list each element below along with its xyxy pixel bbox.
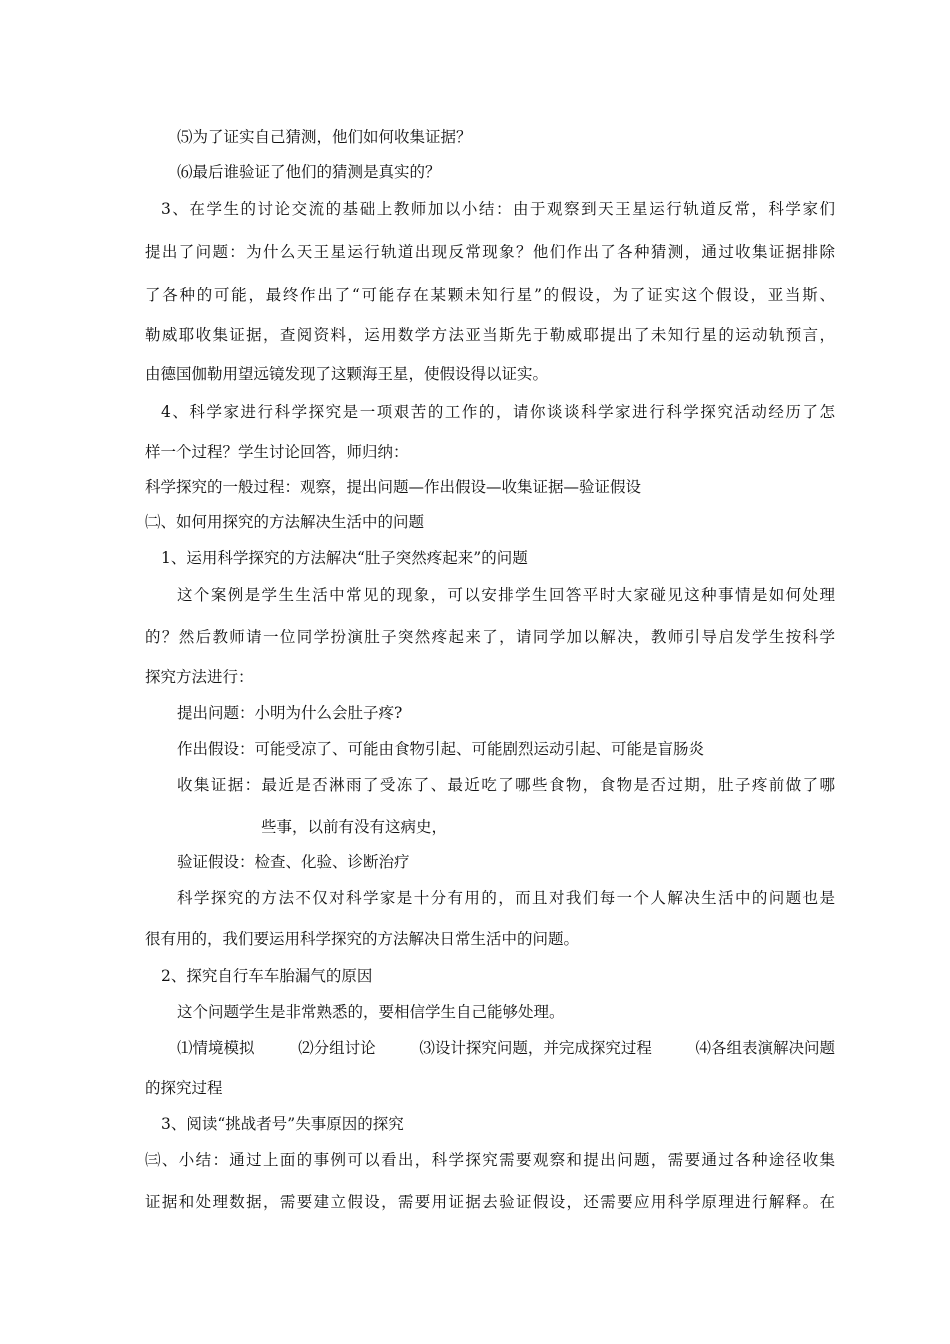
case-1-line-3: 探究方法进行： (145, 668, 254, 686)
paragraph-3-line-2: 提出了问题：为什么天王星运行轨道出现反常现象？他们作出了各种猜测，通过收集证据排除 (145, 243, 835, 261)
section-2-heading: ㈡、如何用探究的方法解决生活中的问题 (145, 513, 425, 531)
step-collect-evidence: 收集证据：最近是否淋雨了受冻了、最近吃了哪些食物，食物是否过期，肚子疼前做了哪 (177, 776, 835, 794)
step-collect-evidence-cont: 些事，以前有没有这病史， (261, 818, 448, 836)
step-hypothesis: 作出假设：可能受凉了、可能由食物引起、可能剧烈运动引起、可能是盲肠炎 (177, 740, 705, 758)
case-2-step-4: ⑷各组表演解决问题 (695, 1039, 835, 1057)
case-2-heading: 2、探究自行车车胎漏气的原因 (161, 967, 373, 985)
case-1-heading: 1、运用科学探究的方法解决“肚子突然疼起来”的问题 (161, 549, 528, 567)
section-3-line-2: 证据和处理数据，需要建立假设，需要用证据去验证假设，还需要应用科学原理进行解释。在 (145, 1193, 835, 1211)
paragraph-3-line-4: 勒威耶收集证据，查阅资料，运用数学方法亚当斯先于勒威耶提出了未知行星的运动轨预言， (145, 326, 835, 344)
conclusion-line-2: 很有用的，我们要运用科学探究的方法解决日常生活中的问题。 (145, 930, 580, 948)
paragraph-3-line-5: 由德国伽勒用望远镜发现了这颗海王星，使假设得以证实。 (145, 365, 549, 383)
paragraph-4-line-2: 样一个过程？学生讨论回答，师归纳： (145, 443, 409, 461)
step-verify: 验证假设：检查、化验、诊断治疗 (177, 853, 410, 871)
case-2-step-1: ⑴情境模拟 (177, 1039, 255, 1057)
paragraph-3-line-3: 了各种的可能，最终作出了“可能存在某颗未知行星”的假设，为了证实这个假设，亚当斯、 (145, 286, 835, 304)
case-1-line-2: 的？然后教师请一位同学扮演肚子突然疼起来了，请同学加以解决，教师引导启发学生按科学 (145, 628, 835, 646)
question-5: ⑸为了证实自己猜测，他们如何收集证据？ (177, 128, 472, 146)
section-3-line-1: ㈢、小结：通过上面的事例可以看出，科学探究需要观察和提出问题，需要通过各种途径收集 (145, 1151, 835, 1169)
paragraph-4-line-1: 4、科学家进行科学探究是一项艰苦的工作的，请你谈谈科学家进行科学探究活动经历了怎 (161, 403, 835, 421)
inquiry-process-summary: 科学探究的一般过程：观察，提出问题—作出假设—收集证据—验证假设 (145, 478, 642, 496)
case-3-heading: 3、阅读“挑战者号”失事原因的探究 (161, 1115, 404, 1133)
case-2-steps-cont: 的探究过程 (145, 1079, 223, 1097)
case-2-step-3: ⑶设计探究问题，并完成探究过程 (419, 1039, 652, 1057)
step-ask-question: 提出问题：小明为什么会肚子疼? (177, 704, 403, 722)
conclusion-line-1: 科学探究的方法不仅对科学家是十分有用的，而且对我们每一个人解决生活中的问题也是 (177, 889, 835, 907)
case-1-line-1: 这个案例是学生生活中常见的现象，可以安排学生回答平时大家碰见这种事情是如何处理 (177, 586, 835, 604)
question-6: ⑹最后谁验证了他们的猜测是真实的？ (177, 163, 441, 181)
case-2-step-2: ⑵分组讨论 (298, 1039, 376, 1057)
case-2-steps (177, 1038, 835, 1058)
paragraph-3-line-1: 3、在学生的讨论交流的基础上教师加以小结：由于观察到天王星运行轨道反常，科学家们 (161, 200, 835, 218)
case-2-line-1: 这个问题学生是非常熟悉的，要相信学生自己能够处理。 (177, 1003, 565, 1021)
